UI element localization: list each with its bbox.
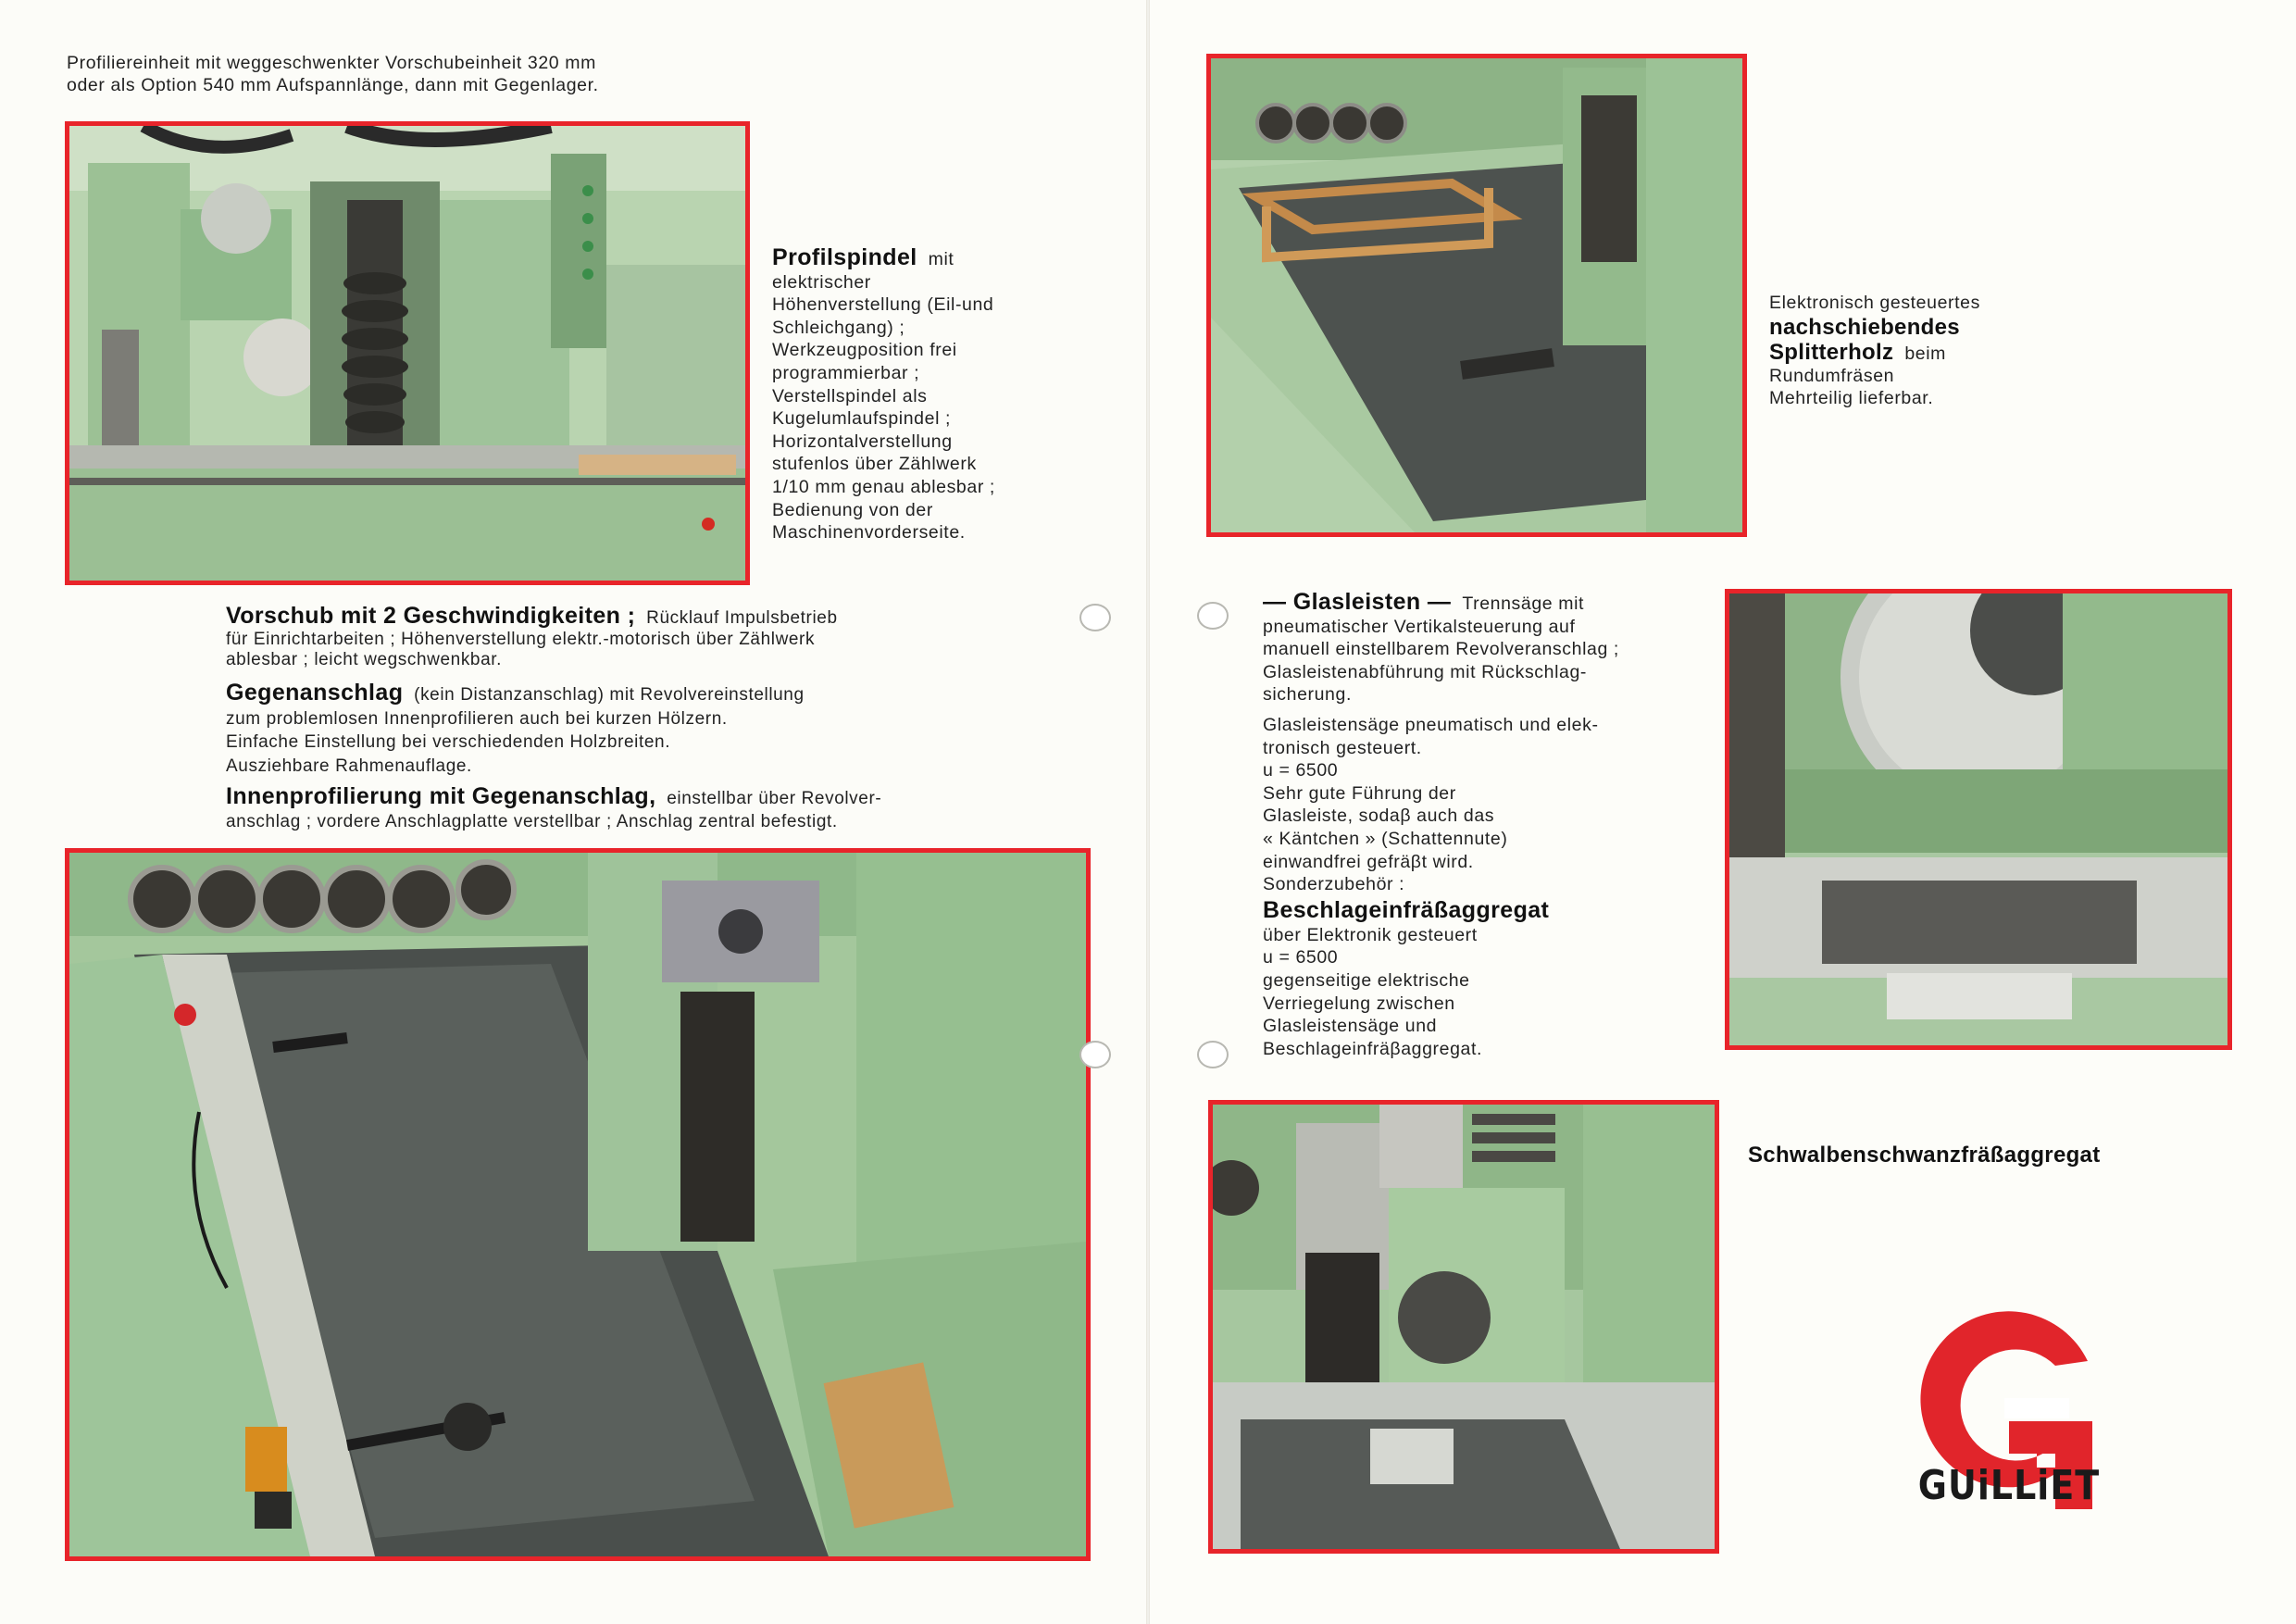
page-fold xyxy=(1146,0,1150,1624)
profilspindel-text: Profilspindel mit elektrischer Höhenverstellung (Eil-und Schleichgang) ; Werkzeugposition frei programmierbar ; Verstellspindel als Kugelumlaufspindel ; Horizontalverstellung stufenlos über Zählwerk 1/10 mm genau ablesbar ; Bedienung von der Maschinenvorderseite. xyxy=(772,244,995,543)
schwalben-caption: Schwalbenschwanzfräßaggregat xyxy=(1748,1143,2101,1168)
photo-feed-table xyxy=(65,848,1091,1561)
photo-profile-unit xyxy=(65,121,750,585)
photo-splitterholz xyxy=(1206,54,1747,537)
splitterholz-text: Elektronisch gesteuertes nachschiebendes Splitterholz beim Rundumfräsen Mehrteilig lieferbar. xyxy=(1769,293,1980,408)
punch-hole xyxy=(1197,1041,1229,1068)
profilspindel-heading: Profilspindel xyxy=(772,244,917,270)
photo-glasleisten-saw xyxy=(1725,589,2232,1050)
intro-caption: Profiliereinheit mit weggeschwenkter Vorschubeinheit 320 mm oder als Option 540 mm Aufspannlänge, dann mit Gegenlager. xyxy=(67,53,599,95)
punch-hole xyxy=(1079,604,1111,631)
glasleisten-text: — Glasleisten — Trennsäge mit pneumatischer Vertikalsteuerung auf manuell einstellbarem Revolveranschlag ; Glasleistenabführung mit Rückschlag- sicherung. Glasleistensäge pneumatisch und elek- tronisch gesteuert. u = 6500 Sehr gute Führung der Glasleiste, sodaβ auch das « Käntchen » (Schattennute) einwandfrei gefräβt wird. Sonderzubehör : Beschlageinfräßaggregat über Elektronik gesteuert u = 6500 gegenseitige elektrische Verriegelung zwischen Glasleistensäge und Beschlageinfräβaggregat. xyxy=(1263,589,1619,1059)
photo-schwalbenschwanz xyxy=(1208,1100,1719,1554)
vorschub-text: Vorschub mit 2 Geschwindigkeiten ; Rücklauf Impulsbetrieb für Einrichtarbeiten ; Höhenverstellung elektr.-motorisch über Zählwerk ablesbar ; leicht wegschwenkbar. xyxy=(226,603,838,669)
punch-hole xyxy=(1079,1041,1111,1068)
guilliet-wordmark: GUiLLiET xyxy=(1917,1461,2101,1509)
gegenanschlag-text: Gegenanschlag (kein Distanzanschlag) mit Revolvereinstellung zum problemlosen Innenprofilieren auch bei kurzen Hölzern. Einfache Einstellung bei verschiedenden Holzbreiten. Ausziehbare Rahmenauflage. xyxy=(226,680,805,776)
punch-hole xyxy=(1197,602,1229,630)
innenprofilierung-text: Innenprofilierung mit Gegenanschlag, einstellbar über Revolver- anschlag ; vordere Anschlagplatte verstellbar ; Anschlag zentral befestigt. xyxy=(226,783,882,831)
